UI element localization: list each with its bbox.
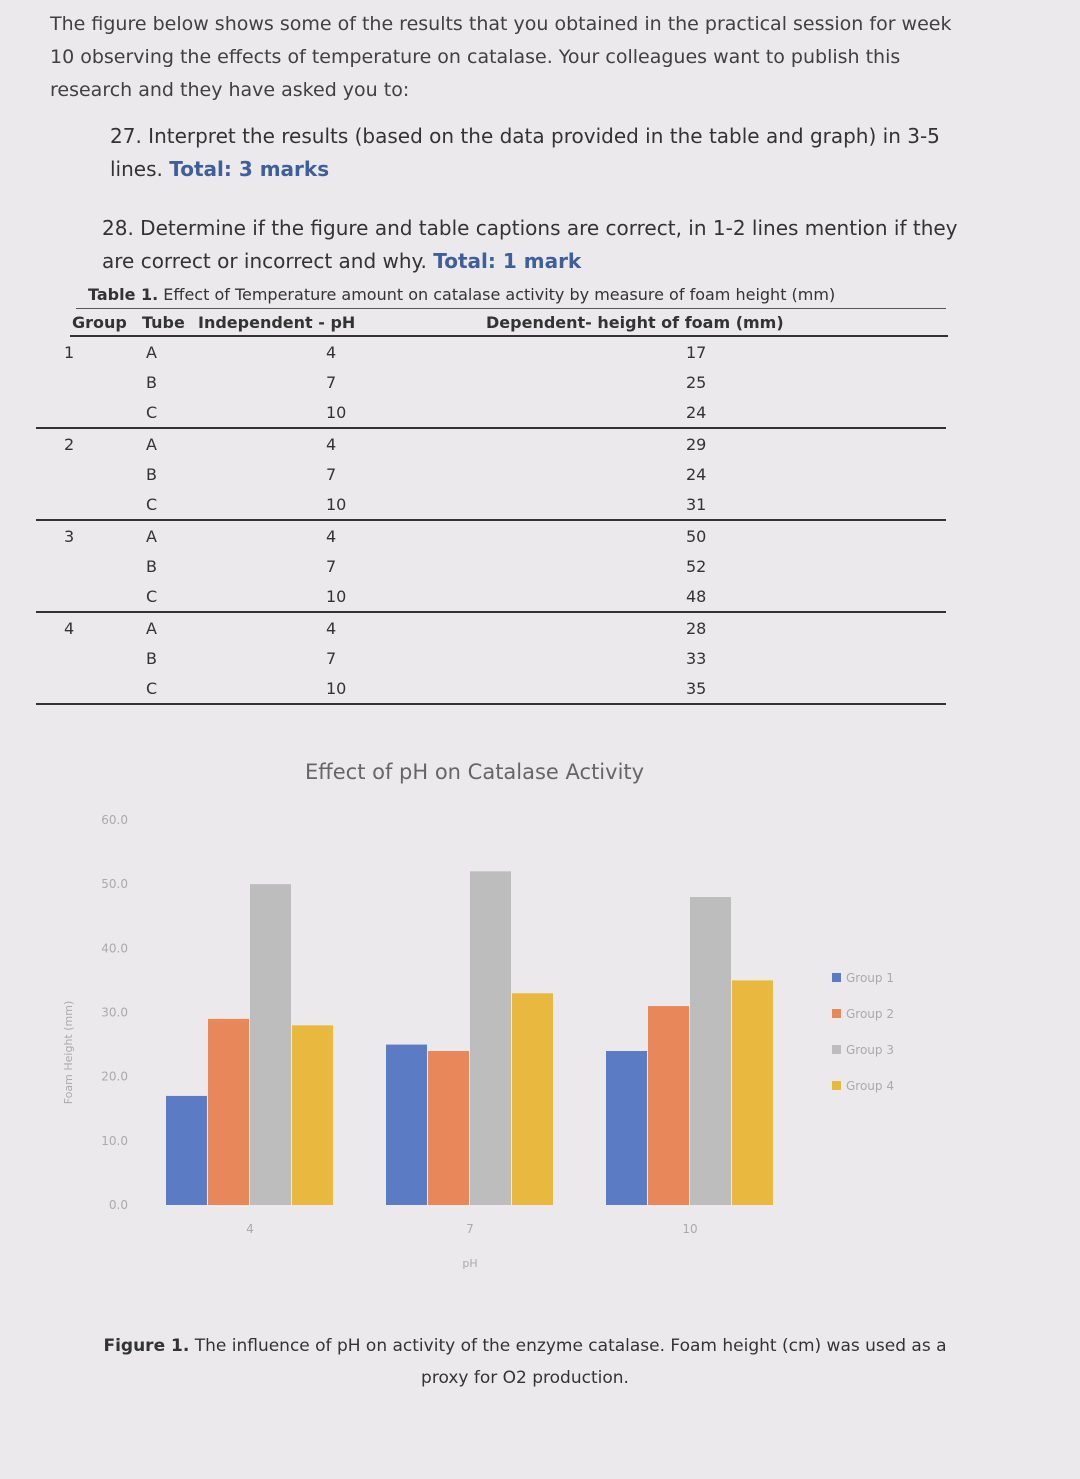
bar-chart [40,750,1040,1310]
cell-tube: A [146,527,157,546]
bar [732,980,773,1205]
cell-tube: C [146,403,158,422]
cell-value: 35 [686,679,707,698]
cell-group: 3 [64,527,75,546]
cell-tube: A [146,343,157,362]
bar [648,1006,689,1205]
table-header [70,309,948,337]
legend-label: Group 4 [846,1079,894,1093]
table-row [36,551,946,581]
figure-caption [90,1330,960,1394]
y-tick-label: 0.0 [108,1198,128,1212]
table-row [36,459,946,489]
bar [690,897,731,1205]
cell-value: 31 [686,495,707,514]
x-tick-label: 7 [466,1222,474,1236]
chart-svg [40,750,1040,1310]
table-row [36,337,946,367]
results-table [36,282,946,705]
table-body [36,337,946,705]
y-tick-label: 20.0 [101,1069,128,1084]
cell-tube: B [146,373,157,392]
header-dependent: Dependent- height of foam (mm) [486,313,784,332]
x-axis-label: pH [462,1257,478,1270]
table-caption [36,282,946,308]
cell-value: 25 [686,373,707,392]
legend-swatch [832,1045,841,1054]
cell-ph: 10 [326,403,347,422]
question-28-marks: Total: 1 mark [433,249,582,273]
bar [386,1045,427,1205]
question-27 [110,120,990,186]
cell-ph: 7 [326,557,337,576]
cell-value: 24 [686,403,707,422]
cell-tube: C [146,679,158,698]
cell-tube: B [146,465,157,484]
cell-value: 17 [686,343,707,362]
cell-ph: 4 [326,343,337,362]
cell-value: 29 [686,435,707,454]
table-row [36,521,946,551]
cell-ph: 10 [326,679,347,698]
cell-group: 4 [64,619,75,638]
chart-title: Effect of pH on Catalase Activity [305,760,645,784]
cell-ph: 7 [326,649,337,668]
cell-tube: B [146,557,157,576]
legend-label: Group 3 [846,1043,894,1057]
bar [208,1019,249,1205]
header-tube: Tube [142,313,185,332]
cell-ph: 7 [326,465,337,484]
legend-label: Group 1 [846,971,894,985]
table-row [36,673,946,705]
cell-tube: C [146,587,158,606]
cell-value: 24 [686,465,707,484]
table-row [36,429,946,459]
cell-tube: C [146,495,158,514]
question-28-text: 28. Determine if the figure and table captions are correct, in 1-2 lines mention if they are correct or incorrect and why. [102,216,958,273]
y-tick-label: 60.0 [101,813,128,827]
y-axis-label: Foam Height (mm) [62,1000,75,1105]
bar [512,993,553,1205]
legend-swatch [832,1009,841,1018]
figure-caption-text: The influence of pH on activity of the enzyme catalase. Foam height (cm) was used as a proxy for O2 production. [189,1336,947,1388]
table-row [36,581,946,613]
y-tick-label: 40.0 [101,941,128,956]
cell-value: 48 [686,587,707,606]
cell-value: 52 [686,557,707,576]
legend-swatch [832,973,841,982]
y-tick-label: 10.0 [101,1133,128,1148]
question-28 [102,212,992,278]
table-row [36,643,946,673]
intro-text: The figure below shows some of the results that you obtained in the practical session for week 10 observing the effects of temperature on catalase. Your colleagues want to publish this research and they have asked you to: [50,13,952,101]
cell-ph: 7 [326,373,337,392]
y-tick-label: 30.0 [101,1005,128,1020]
table-row [36,613,946,643]
bar [428,1051,469,1205]
cell-ph: 4 [326,435,337,454]
table-caption-text: Effect of Temperature amount on catalase activity by measure of foam height (mm) [158,285,836,304]
legend-label: Group 2 [846,1007,894,1021]
table-row [36,397,946,429]
x-tick-label: 10 [682,1222,698,1236]
cell-group: 1 [64,343,75,362]
bar [606,1051,647,1205]
cell-value: 28 [686,619,707,638]
cell-ph: 10 [326,495,347,514]
table-row [36,367,946,397]
bar [250,884,291,1205]
cell-ph: 4 [326,527,337,546]
table-caption-label: Table 1. [88,285,159,304]
table-row [36,489,946,521]
x-tick-label: 4 [246,1222,254,1236]
cell-tube: A [146,435,157,454]
cell-ph: 10 [326,587,347,606]
cell-ph: 4 [326,619,337,638]
cell-value: 50 [686,527,707,546]
question-27-marks: Total: 3 marks [169,157,330,181]
legend-swatch [832,1081,841,1090]
bar [292,1025,333,1205]
header-ph: Independent - pH [198,313,356,332]
cell-value: 33 [686,649,707,668]
question-27-text: 27. Interpret the results (based on the data provided in the table and graph) in 3-5 lines. [110,124,940,181]
bar [166,1096,207,1205]
figure-caption-label: Figure 1. [103,1336,190,1356]
header-group: Group [72,313,127,332]
cell-group: 2 [64,435,75,454]
y-tick-label: 50.0 [101,877,128,892]
cell-tube: A [146,619,157,638]
bar [470,871,511,1205]
cell-tube: B [146,649,157,668]
